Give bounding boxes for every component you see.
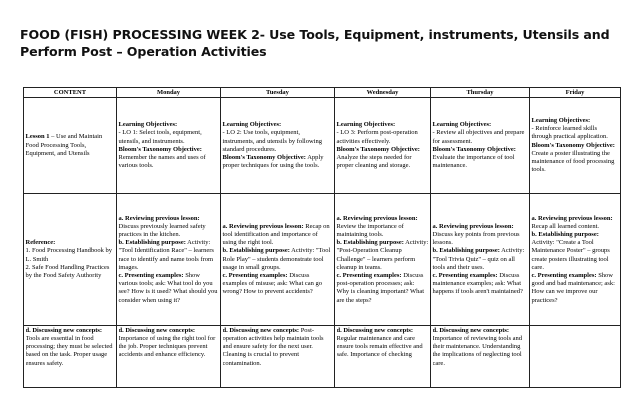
concept-heading: d. Discussing new concepts: (118, 326, 196, 334)
concept-cell-monday (117, 326, 221, 388)
purpose-heading: b. Establishing purpose: (222, 247, 290, 255)
objective-cell-monday (117, 98, 221, 194)
activity-cell-wednesday (335, 194, 431, 326)
review-heading: a. Reviewing previous lesson: (531, 214, 613, 222)
concept-heading: d. Discussing new concepts: (432, 326, 510, 334)
review-text: Discuss key points from previous lessons. (432, 230, 520, 247)
objective-text: - Reinforce learned skills through practical application. (531, 125, 608, 141)
objective-cell-thursday (431, 98, 530, 194)
bloom-heading: Bloom's Taxonomy Objective: (432, 145, 516, 153)
examples-heading: c. Presenting examples: (531, 272, 597, 279)
objective-text: - LO 1: Select tools, equipment, utensils, and instruments. (118, 129, 202, 145)
activity-cell-thursday (431, 194, 530, 326)
purpose-text: Activity: "Tool Role Play" – students demonstrate tool usage in small groups. (222, 247, 331, 271)
header-monday: Monday (117, 88, 221, 98)
review-heading: a. Reviewing previous lesson: (336, 214, 418, 222)
header-wednesday: Wednesday (335, 88, 431, 98)
concept-heading: d. Discussing new concepts: (222, 326, 300, 334)
bloom-heading: Bloom's Taxonomy Objective: (118, 145, 202, 153)
concept-heading: d. Discussing new concepts: (25, 326, 103, 334)
bloom-text: Analyze the steps needed for proper cleaning and storage. (336, 153, 412, 170)
concept-cell-tuesday (221, 326, 335, 388)
activity-cell-tuesday (221, 194, 335, 326)
lesson-text: – Use and Maintain Food Processing Tools, Equipment, and Utensils (25, 133, 103, 157)
purpose-heading: b. Establishing purpose: (531, 230, 599, 238)
reference-item: 2. Safe Food Handling Practices by the Food Safety Authority (25, 263, 110, 279)
examples-heading: c. Presenting examples: (222, 272, 288, 279)
review-heading: a. Reviewing previous lesson: (118, 214, 200, 222)
objective-heading: Learning Objectives: (432, 121, 492, 129)
header-thursday: Thursday (431, 88, 530, 98)
table-row (24, 194, 621, 326)
purpose-text: Activity: "Tool Identification Race" – learners race to identify and name tools from images. (118, 239, 214, 271)
concept-cell-thursday (431, 326, 530, 388)
purpose-text: Activity: "Post-Operation Cleanup Challenge" – learners perform cleanup in teams. (336, 239, 429, 271)
purpose-heading: b. Establishing purpose: (432, 247, 500, 255)
examples-text: Discuss post-operation processes; ask: Why is cleaning important? What are the steps? (336, 272, 425, 304)
review-heading: a. Reviewing previous lesson: (222, 222, 304, 230)
bloom-heading: Bloom's Taxonomy Objective: (336, 145, 420, 153)
objective-heading: Learning Objectives: (118, 121, 178, 129)
examples-text: Show various tools; ask: What tool do you see? How is it used? What should you consider when using it? (118, 272, 218, 304)
concept-text: Regular maintenance and care ensure tools remain effective and safe. Importance of checking (336, 334, 423, 359)
bloom-heading: Bloom's Taxonomy Objective: (531, 141, 615, 149)
examples-text: Discuss maintenance examples; ask: What happens if tools aren't maintained? (432, 272, 523, 296)
concept-heading: d. Discussing new concepts: (336, 326, 414, 334)
header-tuesday: Tuesday (221, 88, 335, 98)
objective-heading: Learning Objectives: (222, 121, 282, 129)
examples-text: Show good and bad maintenance; ask: How can we improve our practices? (531, 272, 615, 304)
table-row (24, 326, 621, 388)
examples-text: Discuss examples of misuse; ask: What can go wrong? How to prevent accidents? (222, 272, 323, 296)
objective-cell-friday (530, 98, 621, 194)
objective-text: - Review all objectives and prepare for assessment. (432, 129, 525, 145)
review-text: Recap on tool identification and importance of using the right tool. (222, 222, 330, 247)
header-content: CONTENT (24, 88, 117, 98)
examples-heading: c. Presenting examples: (336, 272, 402, 279)
objective-text: - LO 3: Perform post-operation activities effectively. (336, 129, 418, 145)
activity-cell-friday (530, 194, 621, 326)
reference-label: Reference: (25, 239, 56, 247)
objective-heading: Learning Objectives: (531, 116, 591, 124)
concept-text: Tools are essential in food processing; they must be selected based on the task. Proper usage ensures safety. (25, 334, 113, 367)
table-row (24, 98, 621, 194)
concept-cell-wednesday (335, 326, 431, 388)
review-text: Review the importance of maintaining tools. (336, 222, 404, 238)
purpose-heading: b. Establishing purpose: (118, 239, 186, 247)
examples-heading: c. Presenting examples: (432, 272, 498, 279)
review-heading: a. Reviewing previous lesson: (432, 222, 514, 230)
reference-cell (24, 194, 117, 326)
bloom-text: Create a poster illustrating the maintenance of food processing tools. (531, 149, 615, 174)
bloom-heading: Bloom's Taxonomy Objective: (222, 153, 306, 161)
concept-cell-friday (530, 326, 621, 388)
purpose-text: Activity: "Tool Trivia Quiz" – quiz on all tools and their uses. (432, 247, 525, 271)
objective-text: - LO 2: Use tools, equipment, instruments, and utensils by following standard procedures. (222, 129, 322, 153)
review-text: Recap all learned content. (531, 222, 599, 230)
bloom-text: Apply proper techniques for using the tools. (222, 153, 324, 170)
concept-text: Post-operation activities help maintain tools and ensure safety for the next user. Cleaning is crucial to prevent contamination. (222, 326, 324, 367)
purpose-text: Activity: "Create a Tool Maintenance Poster" – groups create posters illustrating tool care. (531, 239, 610, 271)
page-title: FOOD (FISH) PROCESSING WEEK 2- Use Tools, Equipment, instruments, Utensils and Perform Post – Operation Activities (20, 27, 610, 59)
purpose-heading: b. Establishing purpose: (336, 239, 404, 247)
lesson-label: Lesson 1 (25, 133, 50, 141)
reference-item: 1. Food Processing Handbook by L. Smith (25, 247, 112, 263)
bloom-text: Evaluate the importance of tool maintenance. (432, 153, 515, 170)
lesson-cell (24, 98, 117, 194)
concept-text: Importance of using the right tool for the job. Proper techniques prevent accidents and enhance efficiency. (118, 334, 216, 359)
header-friday: Friday (530, 88, 621, 98)
activity-cell-monday (117, 194, 221, 326)
objective-heading: Learning Objectives: (336, 121, 396, 129)
objective-cell-tuesday (221, 98, 335, 194)
examples-heading: c. Presenting examples: (118, 272, 184, 279)
concept-cell-content (24, 326, 117, 388)
review-text: Discuss previously learned safety practices in the kitchen. (118, 222, 206, 238)
concept-text: Importance of reviewing tools and their maintenance. Understanding the implications of neglecting tool care. (432, 334, 523, 367)
table-header-row (24, 88, 621, 98)
bloom-text: Remember the names and uses of various tools. (118, 153, 206, 170)
objective-cell-wednesday (335, 98, 431, 194)
lesson-plan-table (23, 87, 621, 388)
